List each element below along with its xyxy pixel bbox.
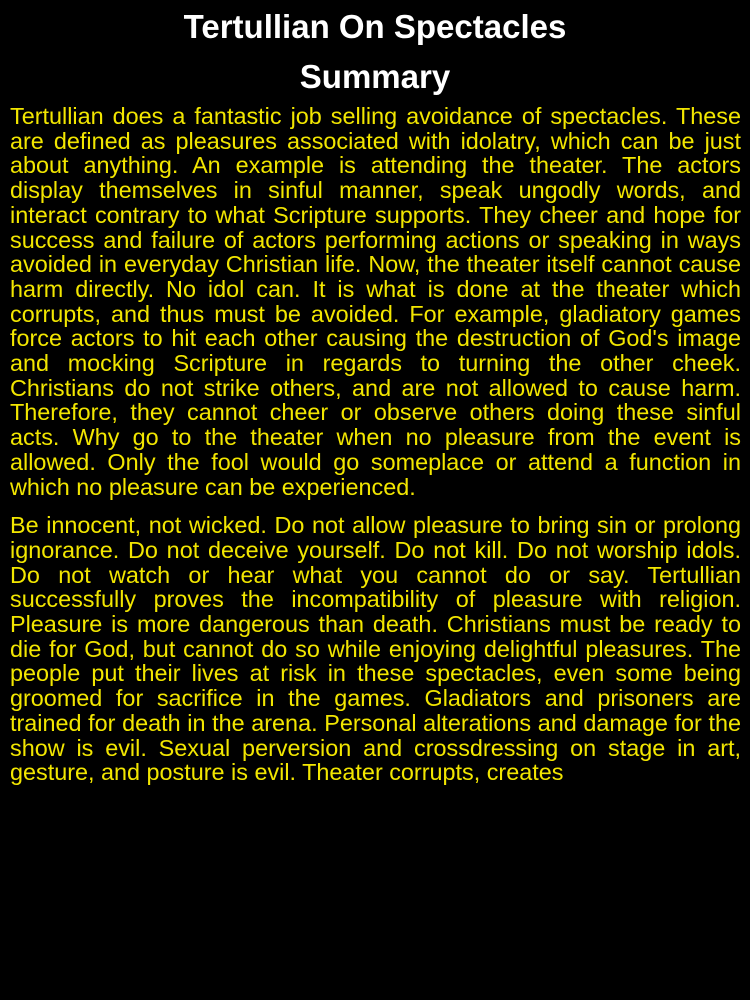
paragraph-2: Be innocent, not wicked. Do not allow pleasure to bring sin or prolong ignorance. Do not deceive yourself. Do not kill. Do not worship idols. Do not watch or hear what you cannot do or say. Tertullian successfully proves the incompatibility of pleasure with religion. Pleasure is more dangerous than death. Christians must be ready to die for God, but cannot do so while enjoying delightful pleasures. The people put their lives at risk in these spectacles, even some being groomed for sacrifice in the games. Gladiators and prisoners are trained for death in the arena. Personal alterations and damage for the show is evil. Sexual perversion and crossdressing on stage in art, gesture, and posture is evil. Theater corrupts, creates — [10, 512, 741, 786]
page-title — [0, 0, 750, 102]
title-line-1: Tertullian On Spectacles — [183, 8, 567, 45]
summary-body — [0, 104, 750, 785]
paragraph-1: Tertullian does a fantastic job selling avoidance of spectacles. These are defined as pleasures associated with idolatry, which can be just about anything. An example is attending the theater. The actors display themselves in sinful manner, speak ungodly words, and interact contrary to what Scripture supports. They cheer and hope for success and failure of actors performing actions or speaking in ways avoided in everyday Christian life. Now, the theater itself cannot cause harm directly. No idol can. It is what is done at the theater which corrupts, and thus must be avoided. For example, gladiatory games force actors to hit each other causing the destruction of God's image and mocking Scripture in regards to turning the other cheek. Christians do not strike others, and are not allowed to cause harm. Therefore, they cannot cheer or observe others doing these sinful acts. Why go to the theater when no pleasure from the event is allowed. Only the fool would go someplace or attend a function in which no pleasure can be experienced. — [10, 103, 741, 500]
title-line-2: Summary — [299, 58, 451, 95]
